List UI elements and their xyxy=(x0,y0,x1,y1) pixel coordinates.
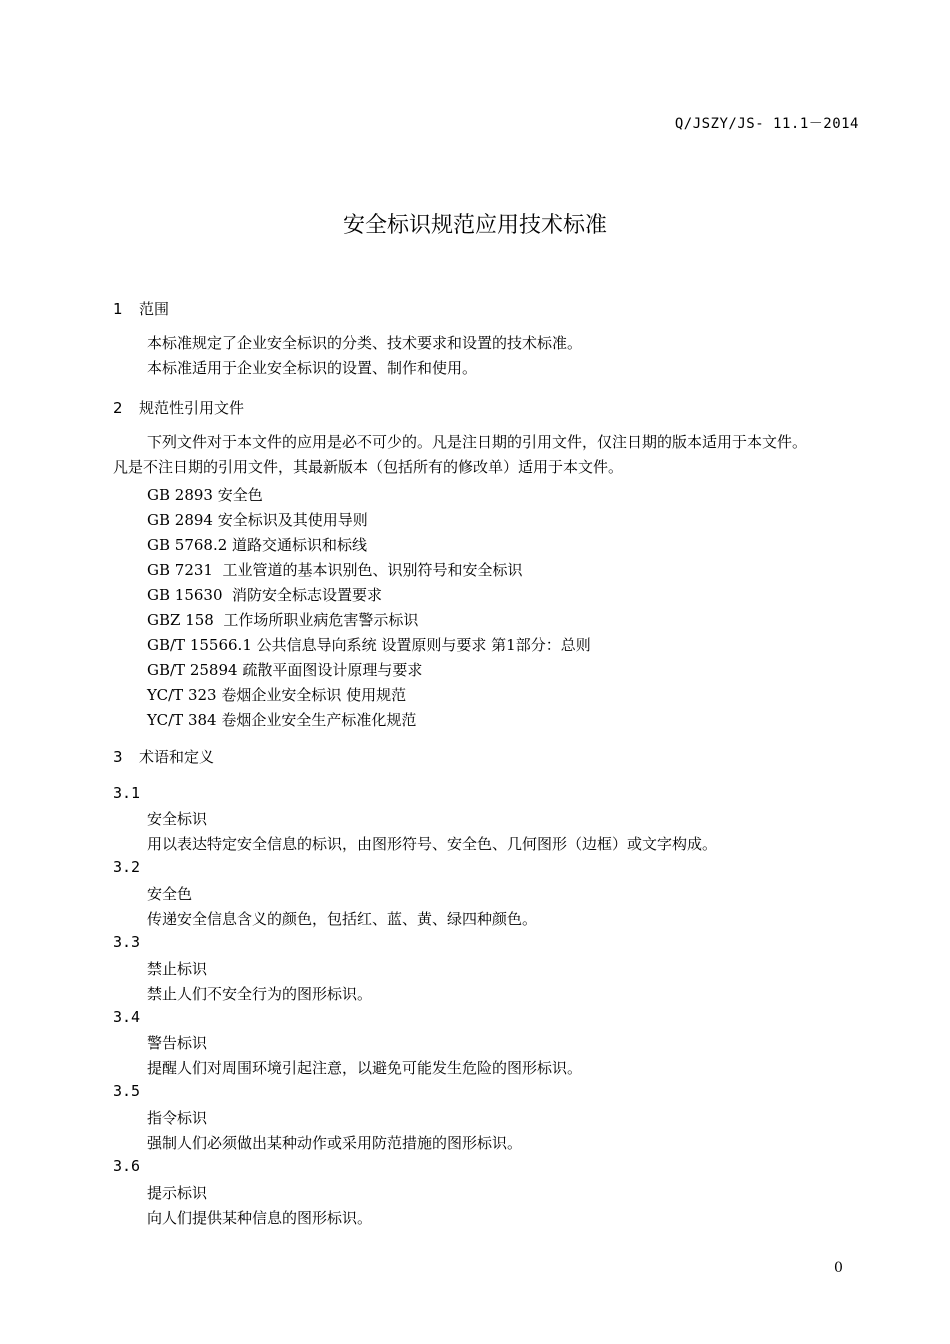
term-definition: 用以表达特定安全信息的标识，由图形符号、安全色、几何图形（边框）或文字构成。 xyxy=(147,835,718,853)
reference-item: GB 2893 安全色 xyxy=(147,486,263,504)
reference-item: GB/T 15566.1 公共信息导向系统 设置原则与要求 第1部分：总则 xyxy=(147,636,591,654)
reference-item: GB 15630 消防安全标志设置要求 xyxy=(147,586,383,604)
term-name: 禁止标识 xyxy=(147,960,208,978)
term-number: 3.1 xyxy=(113,784,141,802)
term-definition: 传递安全信息含义的颜色，包括红、蓝、黄、绿四种颜色。 xyxy=(147,910,538,928)
section-title: 术语和定义 xyxy=(139,748,215,766)
reference-item: GB 2894 安全标识及其使用导则 xyxy=(147,511,368,529)
term-definition: 强制人们必须做出某种动作或采用防范措施的图形标识。 xyxy=(147,1134,523,1152)
term-definition: 提醒人们对周围环境引起注意，以避免可能发生危险的图形标识。 xyxy=(147,1059,583,1077)
paragraph: 本标准适用于企业安全标识的设置、制作和使用。 xyxy=(147,359,478,377)
reference-item: GB 5768.2 道路交通标识和标线 xyxy=(147,536,368,554)
paragraph: 本标准规定了企业安全标识的分类、技术要求和设置的技术标准。 xyxy=(147,334,583,352)
section-title: 规范性引用文件 xyxy=(139,399,245,417)
term-name: 安全色 xyxy=(147,885,193,903)
term-number: 3.2 xyxy=(113,858,141,876)
paragraph: 凡是不注日期的引用文件，其最新版本（包括所有的修改单）适用于本文件。 xyxy=(113,458,624,476)
section-3-heading xyxy=(113,746,214,767)
term-name: 指令标识 xyxy=(147,1109,208,1127)
term-number: 3.5 xyxy=(113,1082,141,1100)
term-name: 提示标识 xyxy=(147,1184,208,1202)
paragraph: 下列文件对于本文件的应用是必不可少的。凡是注日期的引用文件，仅注日期的版本适用于本文件。 xyxy=(147,433,808,451)
term-definition: 禁止人们不安全行为的图形标识。 xyxy=(147,985,373,1003)
document-code: Q/JSZY/JS- 11.1－2014 xyxy=(674,116,859,132)
reference-item: YC/T 384 卷烟企业安全生产标准化规范 xyxy=(147,711,417,729)
section-title: 范围 xyxy=(139,300,170,318)
term-number: 3.6 xyxy=(113,1157,141,1175)
section-1-heading xyxy=(113,298,169,319)
section-number: 1 xyxy=(113,300,123,318)
reference-item: GB 7231 工业管道的基本识别色、识别符号和安全标识 xyxy=(147,561,523,579)
term-number: 3.3 xyxy=(113,933,141,951)
reference-item: GBZ 158 工作场所职业病危害警示标识 xyxy=(147,611,419,629)
term-name: 警告标识 xyxy=(147,1034,208,1052)
section-2-heading xyxy=(113,397,244,418)
term-definition: 向人们提供某种信息的图形标识。 xyxy=(147,1209,373,1227)
reference-item: GB/T 25894 疏散平面图设计原理与要求 xyxy=(147,661,423,679)
document-title: 安全标识规范应用技术标准 xyxy=(342,213,607,238)
term-number: 3.4 xyxy=(113,1008,141,1026)
reference-item: YC/T 323 卷烟企业安全标识 使用规范 xyxy=(147,686,407,704)
term-name: 安全标识 xyxy=(147,810,208,828)
section-number: 3 xyxy=(113,748,123,766)
page-number: 0 xyxy=(834,1260,843,1276)
section-number: 2 xyxy=(113,399,123,417)
